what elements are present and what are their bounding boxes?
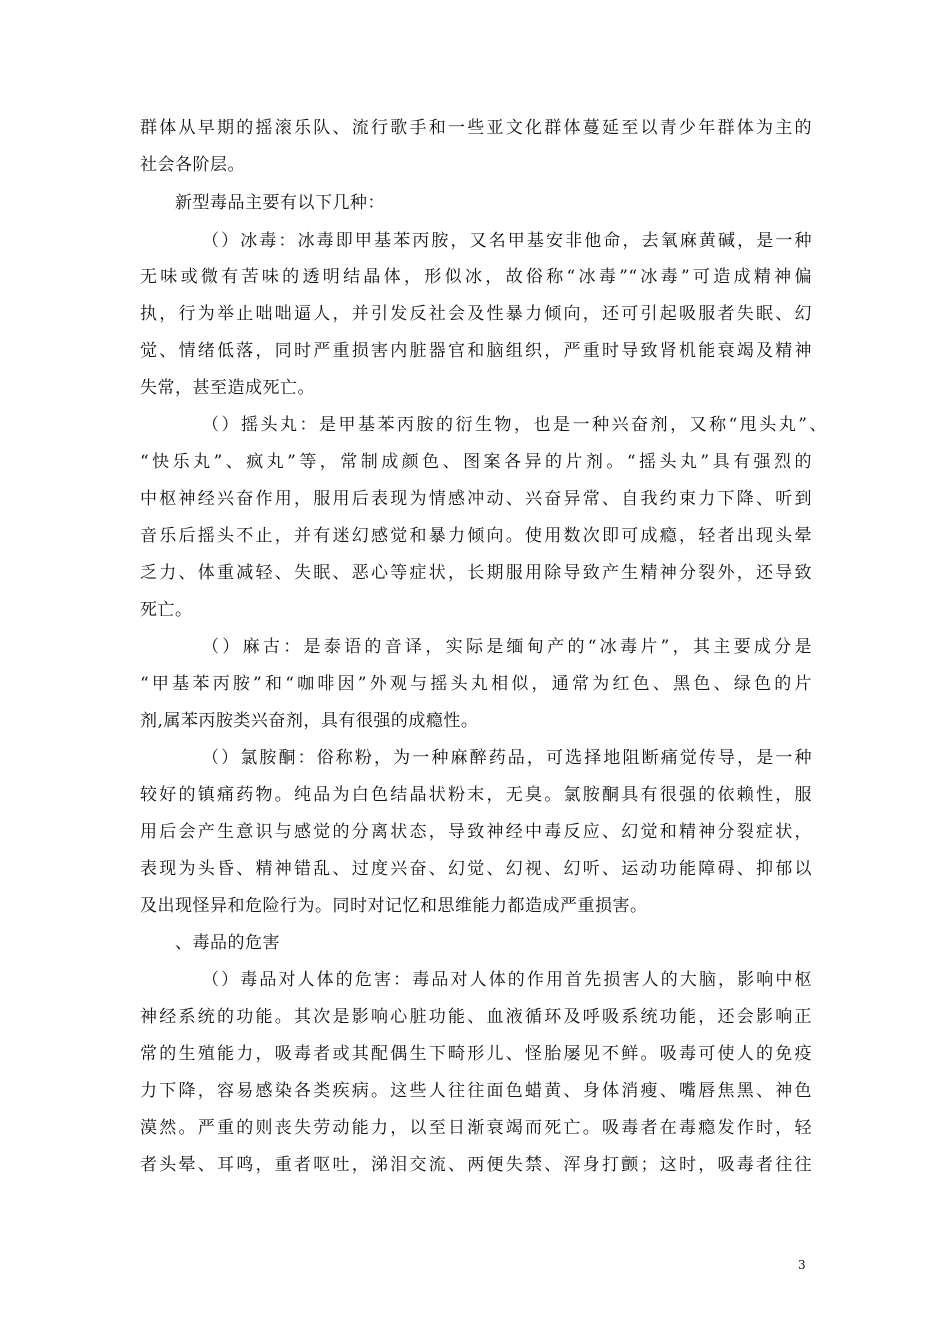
text-line: 社会各阶层。 (140, 155, 245, 175)
text-line: （）摇头丸：是甲基苯丙胺的衍生物，也是一种兴奋剂，又称“甩头丸”、 (202, 415, 827, 435)
text-line: 力下降，容易感染各类疾病。这些人往往面色蜡黄、身体消瘦、嘴唇焦黑、神色 (140, 1081, 812, 1101)
text-line: 死亡。 (140, 600, 193, 620)
text-line: （）毒品对人体的危害：毒品对人体的作用首先损害人的大脑，影响中枢 (202, 970, 812, 990)
page-number: 3 (798, 1258, 806, 1272)
text-line: 及出现怪异和危险行为。同时对记忆和思维能力都造成严重损害。 (140, 896, 648, 916)
text-line: 用后会产生意识与感觉的分离状态，导致神经中毒反应、幻觉和精神分裂症状， (140, 822, 812, 842)
text-line: 表现为头昏、精神错乱、过度兴奋、幻觉、幻视、幻听、运动功能障碍、抑郁以 (140, 859, 812, 879)
section-heading: 、毒品的危害 (175, 933, 280, 953)
text-line: 执，行为举止咄咄逼人，并引发反社会及性暴力倾向，还可引起吸服者失眠、幻 (140, 304, 812, 324)
text-line: 者头晕、耳鸣，重者呕吐，涕泪交流、两便失禁、浑身打颤；这时，吸毒者往往 (140, 1155, 812, 1175)
text-line: 较好的镇痛药物。纯品为白色结晶状粉末，无臭。氯胺酮具有很强的依赖性，服 (140, 785, 812, 805)
text-line: 新型毒品主要有以下几种： (175, 193, 385, 213)
text-line: （）冰毒：冰毒即甲基苯丙胺，又名甲基安非他命，去氧麻黄碱，是一种 (202, 231, 812, 251)
text-line: 漠然。严重的则丧失劳动能力，以至日渐衰竭而死亡。吸毒者在毒瘾发作时，轻 (140, 1118, 812, 1138)
text-line: 常的生殖能力，吸毒者或其配偶生下畸形儿、怪胎屡见不鲜。吸毒可使人的免疫 (140, 1044, 812, 1064)
text-line: “快乐丸”、疯丸”等，常制成颜色、图案各异的片剂。“摇头丸”具有强烈的 (140, 452, 812, 472)
text-line: 乏力、体重减轻、失眠、恶心等症状，长期服用除导致产生精神分裂外，还导致 (140, 563, 812, 583)
text-line: 音乐后摇头不止，并有迷幻感觉和暴力倾向。使用数次即可成瘾，轻者出现头晕 (140, 526, 812, 546)
text-line: 中枢神经兴奋作用，服用后表现为情感冲动、兴奋异常、自我约束力下降、听到 (140, 489, 812, 509)
text-line: 觉、情绪低落，同时严重损害内脏器官和脑组织，严重时导致肾机能衰竭及精神 (140, 341, 812, 361)
text-line: 神经系统的功能。其次是影响心脏功能、血液循环及呼吸系统功能，还会影响正 (140, 1007, 812, 1027)
text-line: （）氯胺酮：俗称粉，为一种麻醉药品，可选择地阻断痛觉传导，是一种 (202, 748, 812, 768)
text-line: （）麻古：是泰语的音译，实际是缅甸产的“冰毒片”，其主要成分是 (202, 637, 812, 657)
text-line: 无味或微有苦味的透明结晶体，形似冰，故俗称“冰毒”“冰毒”可造成精神偏 (140, 267, 812, 287)
text-line: 群体从早期的摇滚乐队、流行歌手和一些亚文化群体蔓延至以青少年群体为主的 (140, 118, 812, 138)
text-line: “甲基苯丙胺”和“咖啡因”外观与摇头丸相似，通常为红色、黑色、绿色的片 (140, 674, 812, 694)
text-line: 剂,属苯丙胺类兴奋剂，具有很强的成瘾性。 (140, 711, 479, 731)
text-line: 失常，甚至造成死亡。 (140, 378, 315, 398)
